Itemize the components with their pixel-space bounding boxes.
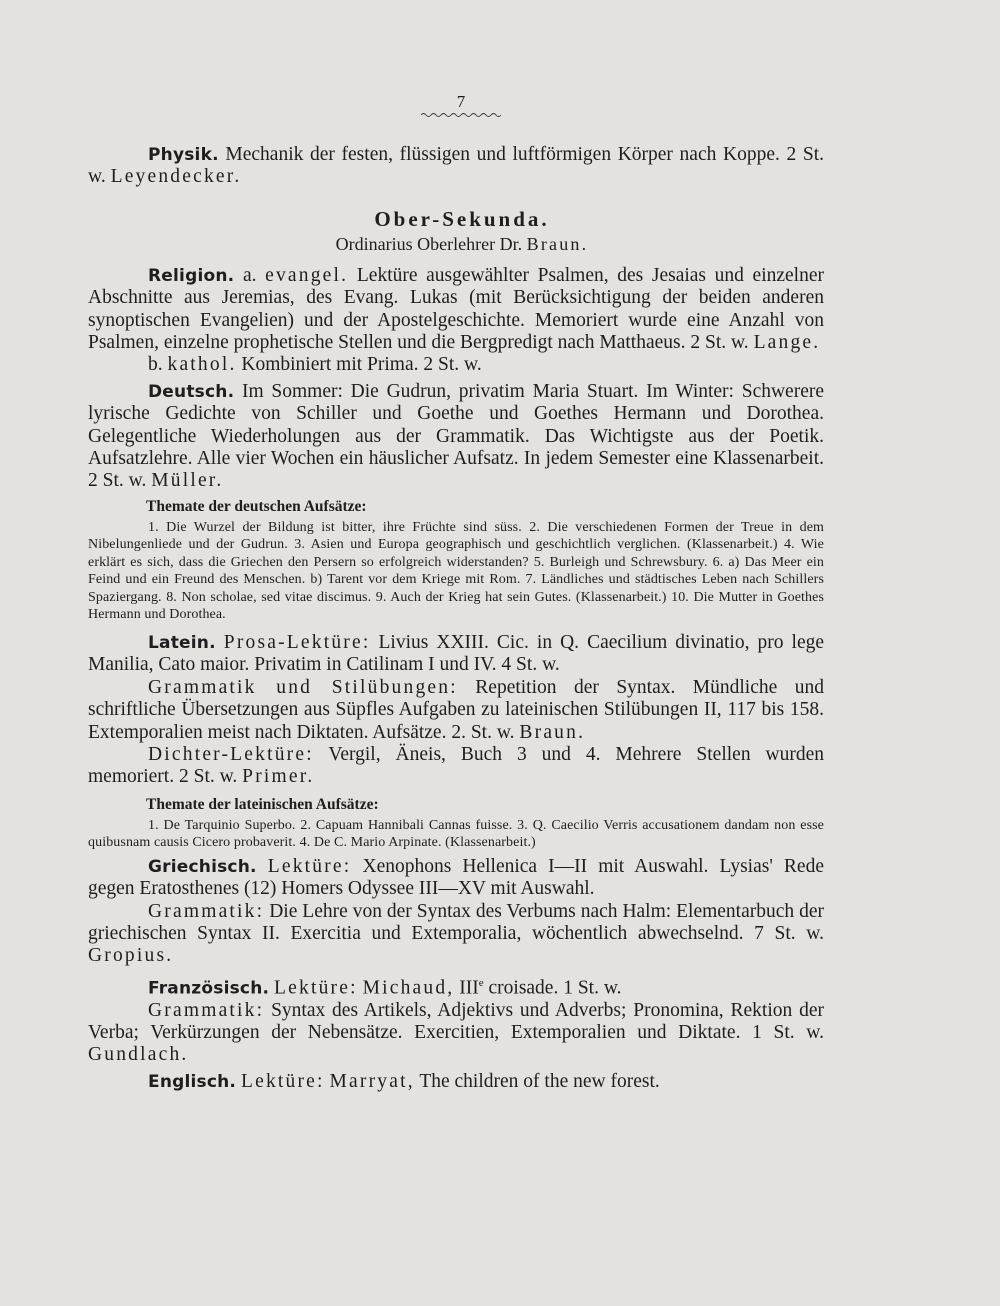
englisch-p1-text: The children of the new forest. <box>419 1070 660 1092</box>
deutsch-teacher: Müller. <box>151 470 224 492</box>
griechisch-p2-text: Die Lehre von der Syntax des Verbums nach Halm: Elementarbuch der griechischen Syntax II. Exercitia und Extemporalia, wöchentlich abwechselnd. 7 St. w. <box>88 900 825 944</box>
englisch-p1-label: Lektüre: <box>240 1070 325 1092</box>
page-number <box>98 92 824 118</box>
deutsch-text: Im Sommer: Die Gudrun, privatim Maria Stuart. Im Winter: Schwerere lyrische Gedichte von Schiller und Goethe und Goethes Hermann und Dorothea. Gelegentliche Wiederholungen aus der Grammatik. Das Wichtigste aus der Poetik. Aufsatzlehre. Alle vier Wochen ein häuslicher Aufsatz. In jedem Semester eine Klassenarbeit. 2 St. w. <box>88 380 825 492</box>
franzoesisch-paragraph-2 <box>88 1000 824 1067</box>
griechisch-p2-teacher: Gropius. <box>88 945 174 967</box>
physik-heading: Physik. <box>148 145 219 165</box>
franzoesisch-p1-sup: e <box>478 976 484 989</box>
deutsch-themes-text: 1. Die Wurzel der Bildung ist bitter, ihre Früchte sind süss. 2. Die verschiedenen Formen der Treue in dem Nibelungenliede und der Gudrun. 3. Asien und Europa geographisch und geschichtlich verglichen. (Klassenarbeit.) 4. Wie erklärt es sich, dass die Griechen den Persern so erfolgreich widerstanden? 5. Burleigh und Schrewsbury. 6. a) Das Meer ein Feind und ein Freund des Menschen. b) Tarent vor dem Kriege mit Rom. 7. Ländliches und städtisches Leben nach Schillers Spaziergang. 8. Non scholae, sed vitae discimus. 9. Auch der Krieg hat sein Gutes. (Klassenarbeit.) 10. Die Mutter in Goethes Hermann und Dorothea. <box>88 519 824 623</box>
physik-teacher: Leyendecker. <box>110 166 242 188</box>
latein-p2-label: Grammatik und Stilübungen: <box>148 676 458 698</box>
englisch-heading: Englisch. <box>148 1071 237 1092</box>
religion-b-paragraph <box>88 354 824 376</box>
physik-paragraph <box>88 144 824 189</box>
religion-a-kind: evangel. <box>265 264 349 286</box>
ordinarius-prefix: Ordinarius Oberlehrer Dr. <box>335 233 523 254</box>
text-column <box>88 92 824 1093</box>
griechisch-heading: Griechisch. <box>148 856 257 877</box>
latein-p3-label: Dichter-Lektüre: <box>148 743 314 765</box>
griechisch-p2-label: Grammatik: <box>148 900 265 922</box>
ordinarius-line <box>88 233 824 255</box>
ordinarius-name: Braun. <box>526 233 589 254</box>
religion-a-text: Lektüre ausgewählter Psalmen, des Jesaias und einzelner Abschnitte aus Jeremias, des Evang. Lukas (mit Berücksichtigung der beiden anderen synoptischen Evangelien) und der Apostelgeschichte. Memoriert wurde eine Anzahl von Psalmen, einzelne prophetische Stellen und die Bergpredigt nach Matthaeus. 2 St. w. <box>88 264 824 354</box>
religion-b-label: b. <box>148 354 163 376</box>
griechisch-paragraph-1 <box>88 856 824 901</box>
griechisch-paragraph-2 <box>88 901 824 968</box>
franzoesisch-p2-text: Syntax des Artikels, Adjektivs und Adverbs; Pronomina, Rektion der Verba; Verkürzungen der Nebensätze. Exercitien, Extemporalien und Diktate. 1 St. w. <box>88 999 824 1044</box>
latein-paragraph-2 <box>88 677 824 744</box>
latein-p2-teacher: Braun. <box>519 721 586 743</box>
latein-p1-text: Livius XXIII. Cic. in Q. Caecilium divinatio, pro lege Manilia, Cato maior. Privatim in Catilinam I und IV. 4 St. w. <box>88 631 824 676</box>
latein-p1-label: Prosa-Lektüre: <box>223 631 371 653</box>
religion-heading: Religion. <box>148 265 235 286</box>
latein-themes <box>88 817 824 852</box>
franzoesisch-p2-label: Grammatik: <box>148 999 265 1021</box>
latein-p3-teacher: Primer. <box>242 766 315 788</box>
franzoesisch-p1-text-b: croisade. 1 St. w. <box>488 977 622 999</box>
religion-a-paragraph <box>88 265 824 355</box>
latein-p3-text: Vergil, Äneis, Buch 3 und 4. Mehrere Stellen wurden memoriert. 2 St. w. <box>88 743 824 788</box>
latein-themes-text: 1. De Tarquinio Superbo. 2. Capuam Hannibali Cannas fuisse. 3. Q. Caecilio Verris accusationem dandam non esse quibusnam causis Cicero probaverit. 4. De C. Mario Arpinate. (Klassenarbeit.) <box>88 817 824 851</box>
latein-heading: Latein. <box>148 632 216 653</box>
religion-a-label: a. <box>242 264 257 286</box>
deutsch-themes-heading: Themate der deutschen Aufsätze: <box>146 497 367 515</box>
franzoesisch-p1-author: Michaud, <box>362 977 455 999</box>
latein-themes-heading: Themate der lateinischen Aufsätze: <box>146 795 379 813</box>
deutsch-themes <box>88 519 824 624</box>
deutsch-paragraph <box>88 381 824 493</box>
ornament-squiggle-icon <box>421 112 501 118</box>
griechisch-p1-label: Lektüre: <box>267 855 352 877</box>
englisch-p1-author: Marryat, <box>329 1070 415 1092</box>
franzoesisch-heading: Französisch. <box>148 978 270 999</box>
latein-p2-text: Repetition der Syntax. Mündliche und schriftliche Übersetzungen aus Süpfles Aufgaben zu lateinischen Stilübungen II, 117 bis 158. Extemporalien meist nach Diktaten. Aufsätze. 2. St. w. <box>88 676 824 743</box>
deutsch-heading: Deutsch. <box>148 381 235 402</box>
physik-text: Mechanik der festen, flüssigen und luftförmigen Körper nach Koppe. 2 St. w. <box>88 144 825 188</box>
franzoesisch-p1-label: Lektüre: <box>274 977 358 999</box>
franzoesisch-p1-text-a: III <box>459 977 479 999</box>
griechisch-p1-text: Xenophons Hellenica I—II mit Auswahl. Lysias' Rede gegen Eratosthenes (12) Homers Odyssee III—XV mit Auswahl. <box>88 855 824 900</box>
religion-b-kind: kathol. <box>167 354 237 376</box>
section-title: Ober-Sekunda. <box>374 206 550 231</box>
franzoesisch-paragraph-1 <box>88 972 824 1000</box>
franzoesisch-p2-teacher: Gundlach. <box>88 1044 189 1066</box>
latein-paragraph-3 <box>88 744 824 789</box>
religion-b-text: Kombiniert mit Prima. 2 St. w. <box>241 354 482 376</box>
religion-a-teacher: Lange. <box>753 332 821 354</box>
englisch-paragraph <box>88 1071 824 1093</box>
page-number-value: 7 <box>456 92 466 111</box>
latein-paragraph-1 <box>88 632 824 677</box>
